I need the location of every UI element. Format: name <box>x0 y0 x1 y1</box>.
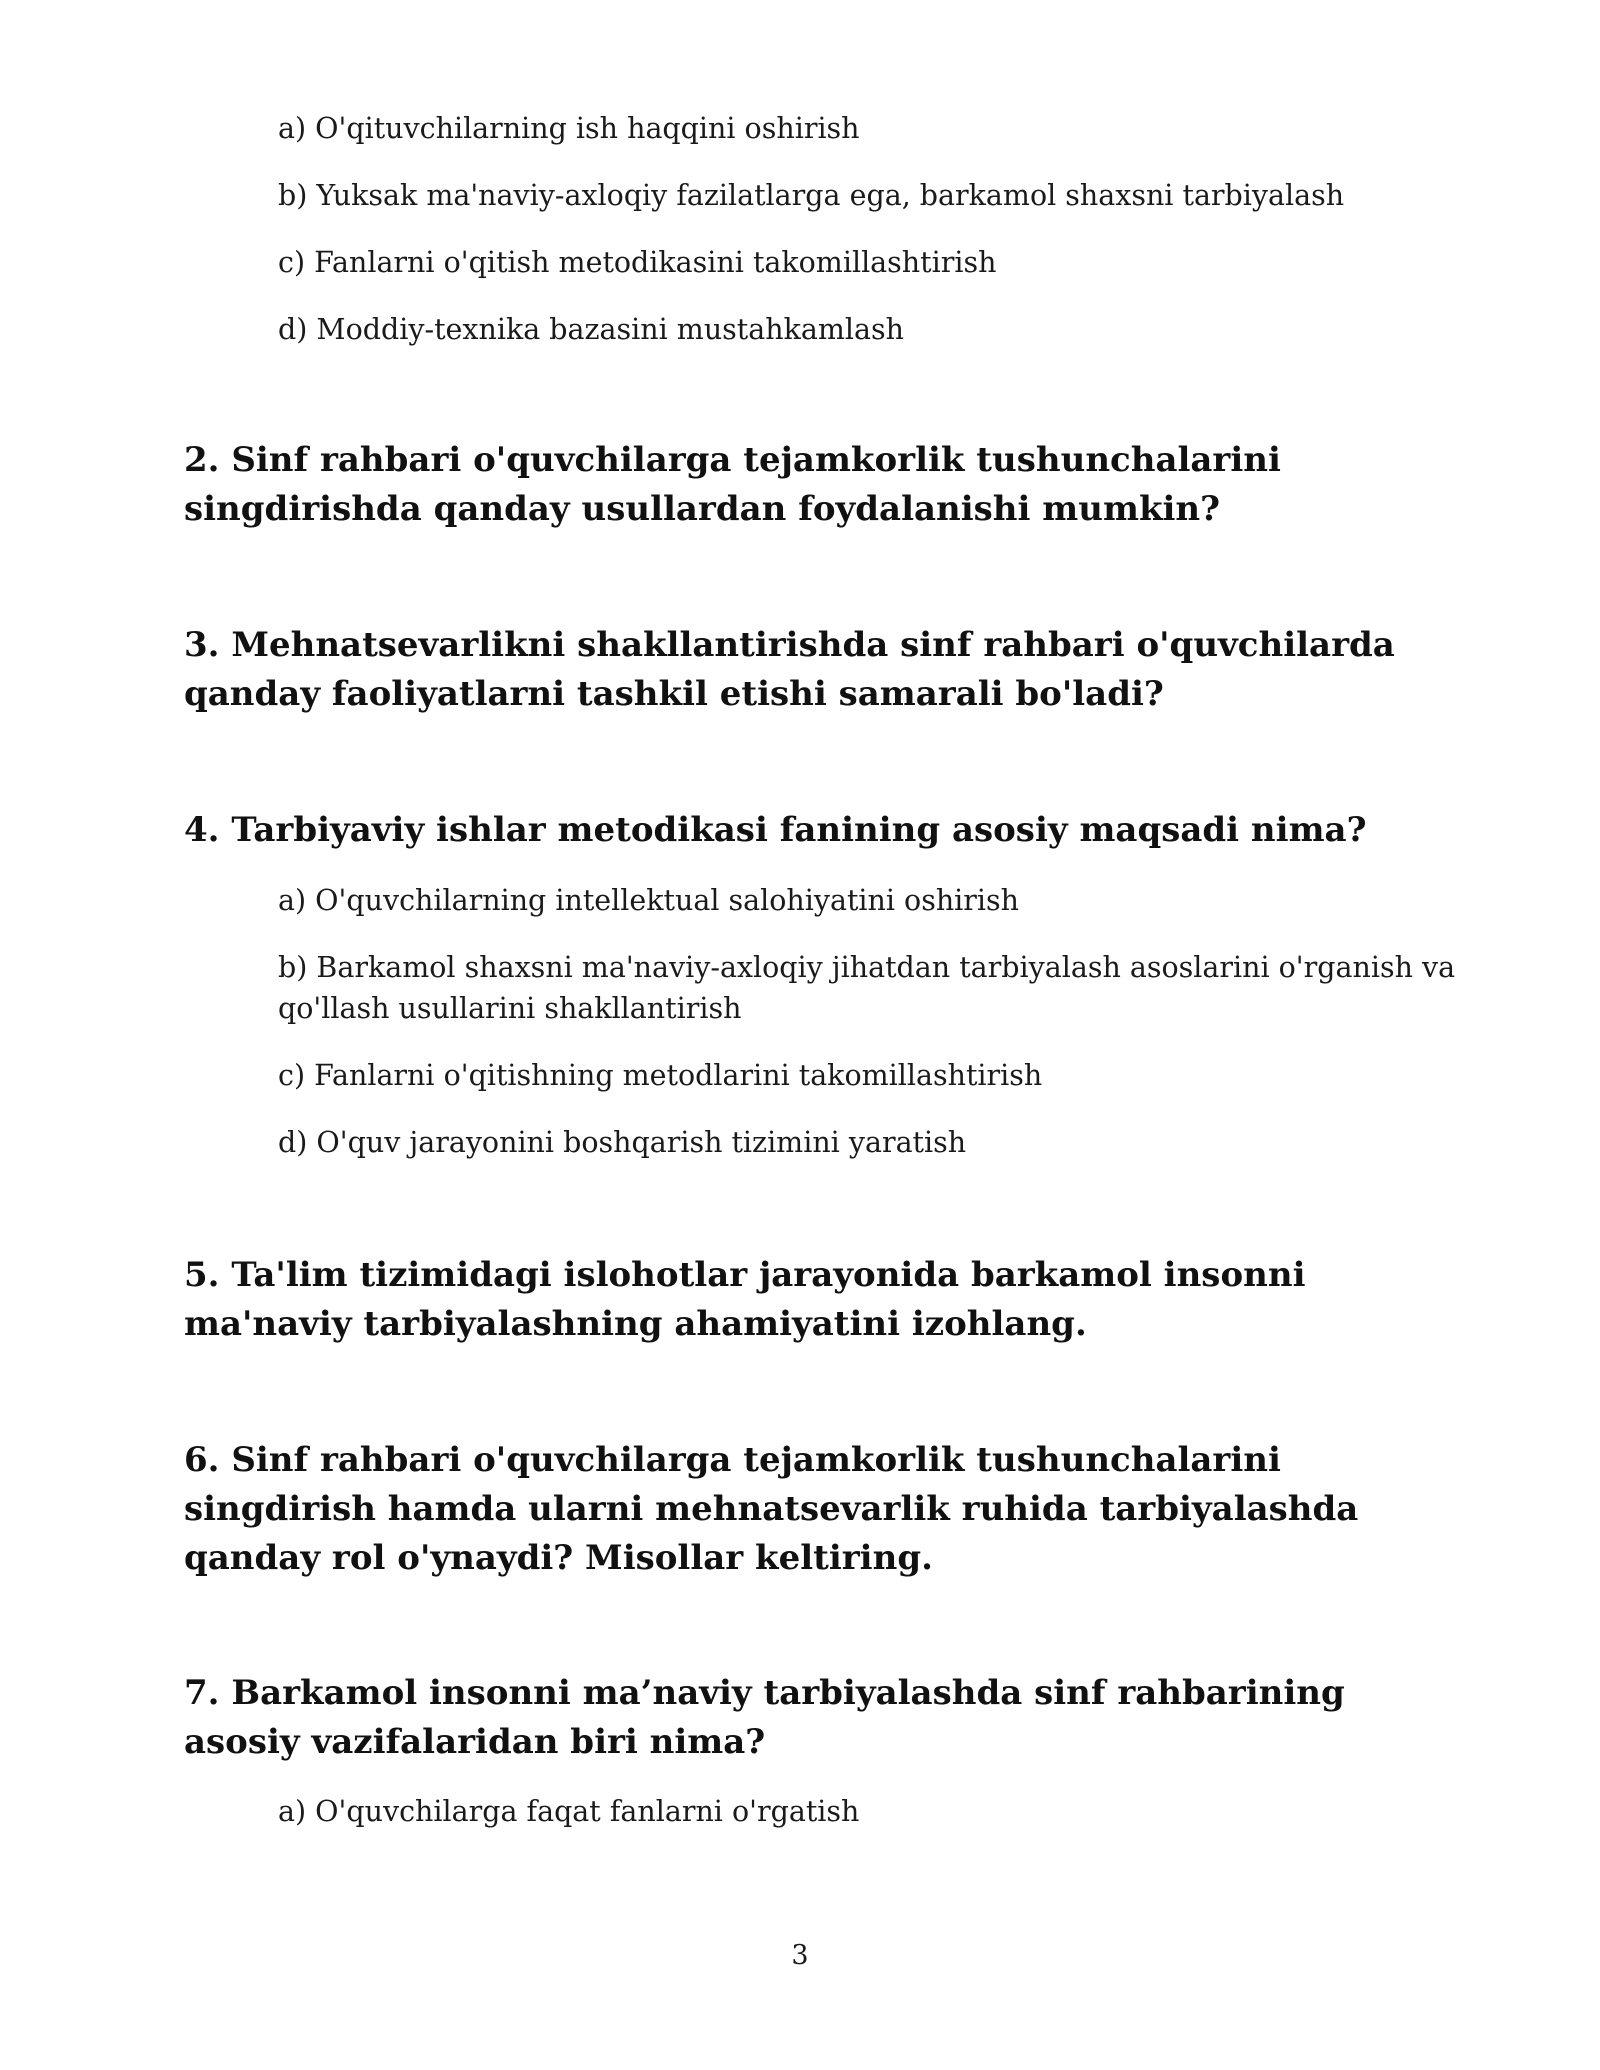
question-4: 4. Tarbiyaviy ishlar metodikasi fanining asosiy maqsadi nima? <box>184 810 1367 850</box>
q1-option-d: d) Moddiy-texnika bazasini mustahkamlash <box>278 313 904 346</box>
question-7: 7. Barkamol insonni ma’naviy tarbiyalashda sinf rahbarining asosiy vazifalaridan biri nima? <box>184 1673 1345 1762</box>
q7-option-a: a) O'quvchilarga faqat fanlarni o'rgatish <box>278 1795 860 1828</box>
q4-option-b: b) Barkamol shaxsni ma'naviy-axloqiy jihatdan tarbiyalash asoslarini o'rganish va qo'llash usullarini shakllantirish <box>278 951 1456 1025</box>
page-number: 3 <box>791 1940 809 1971</box>
q1-option-a: a) O'qituvchilarning ish haqqini oshirish <box>278 112 860 145</box>
question-3: 3. Mehnatsevarlikni shakllantirishda sinf rahbari o'quvchilarda qanday faoliyatlarni tashkil etishi samarali bo'ladi? <box>184 625 1395 714</box>
question-2: 2. Sinf rahbari o'quvchilarga tejamkorlik tushunchalarini singdirishda qanday usullardan foydalanishi mumkin? <box>184 440 1281 529</box>
q4-option-a: a) O'quvchilarning intellektual salohiyatini oshirish <box>278 884 1020 917</box>
q4-option-c: c) Fanlarni o'qitishning metodlarini takomillashtirish <box>278 1059 1043 1092</box>
q4-option-d: d) O'quv jarayonini boshqarish tizimini yaratish <box>278 1126 967 1159</box>
question-5: 5. Ta'lim tizimidagi islohotlar jarayonida barkamol insonni ma'naviy tarbiyalashning ahamiyatini izohlang. <box>184 1255 1306 1344</box>
q1-option-b: b) Yuksak ma'naviy-axloqiy fazilatlarga ega, barkamol shaxsni tarbiyalash <box>278 179 1345 212</box>
q1-option-c: c) Fanlarni o'qitish metodikasini takomillashtirish <box>278 246 997 279</box>
question-6: 6. Sinf rahbari o'quvchilarga tejamkorlik tushunchalarini singdirish hamda ularni mehnatsevarlik ruhida tarbiyalashda qanday rol o'ynaydi? Misollar keltiring. <box>184 1440 1359 1578</box>
